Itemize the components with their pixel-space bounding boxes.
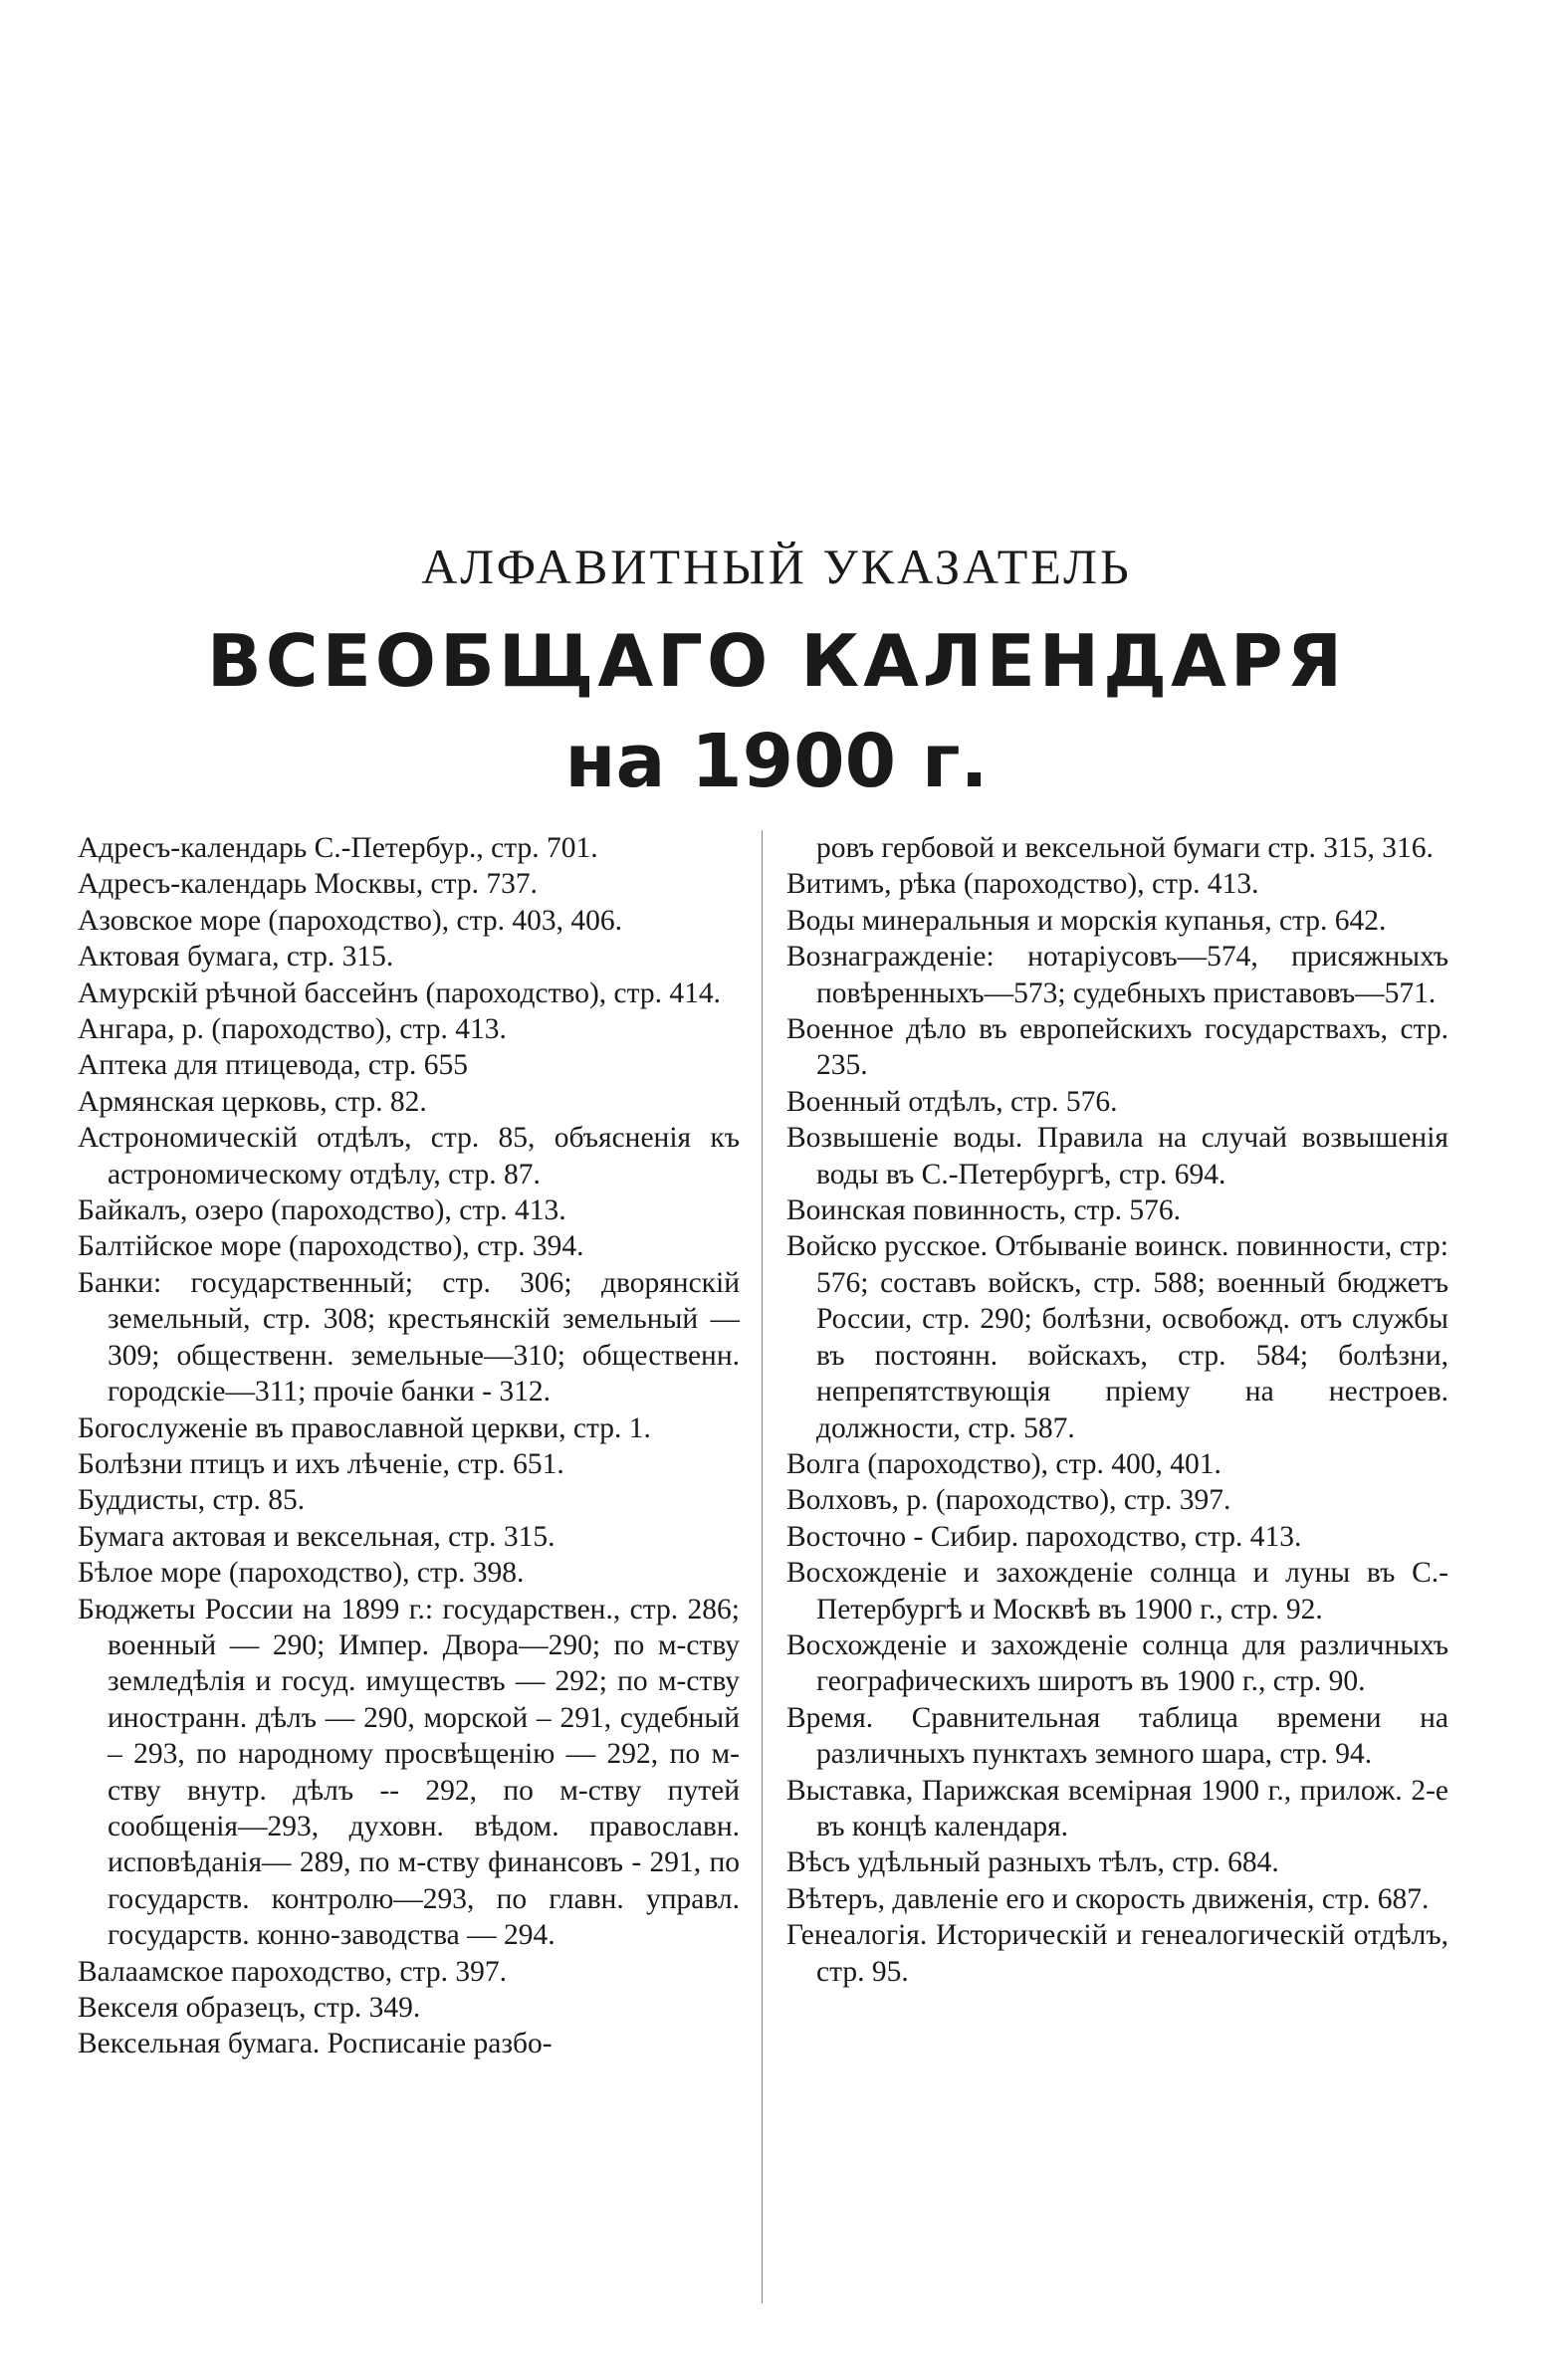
index-entry: Воинская повинность, стр. 576. (786, 1194, 1181, 1227)
title-line-2: ВСЕОБЩАГО КАЛЕНДАРЯ (206, 619, 1347, 703)
index-entry: Восхожденіе и захожденіе солнца для различныхъ географическихъ широтъ въ 1900 г., стр. 90. (786, 1628, 1448, 1698)
index-entry: Воды минеральныя и морскія купанья, стр. 642. (786, 904, 1387, 937)
index-entry: Армянская церковь, стр. 82. (78, 1085, 427, 1118)
index-entry: Вѣтеръ, давленіе его и скорость движенія, стр. 687. (786, 1882, 1430, 1915)
index-entry: Волга (пароходство), стр. 400, 401. (786, 1447, 1221, 1480)
index-entry: Бѣлое море (пароходство), стр. 398. (78, 1557, 525, 1590)
index-entry: Генеалогія. Историческій и генеалогическій отдѣлъ, стр. 95. (786, 1919, 1448, 1988)
left-column (78, 830, 740, 2062)
index-entry: Восхожденіе и захожденіе солнца и луны въ С.-Петербургѣ и Москвѣ въ 1900 г., стр. 92. (786, 1557, 1448, 1625)
index-entry: Ангара, р. (пароходство), стр. 413. (78, 1013, 507, 1046)
title-line-1: АЛФАВИТНЫЙ УКАЗАТЕЛЬ (421, 539, 1132, 594)
index-entry: Амурскій рѣчной бассейнъ (пароходство), стр. 414. (78, 976, 722, 1009)
index-entry: Адресъ-календарь Москвы, стр. 737. (78, 868, 538, 901)
index-entry: Балтійское море (пароходство), стр. 394. (78, 1230, 584, 1263)
index-entry: Аптека для птицевода, стр. 655 (78, 1049, 469, 1082)
index-entry: Военный отдѣлъ, стр. 576. (786, 1085, 1118, 1118)
index-entry: Буддисты, стр. 85. (78, 1484, 306, 1517)
index-entry: Выставка, Парижская всемірная 1900 г., прилож. 2-е въ концѣ календаря. (786, 1774, 1448, 1842)
index-entry: Болѣзни птицъ и ихъ лѣченіе, стр. 651. (78, 1447, 564, 1480)
column-divider (762, 830, 763, 2303)
index-entry: Астрономическій отдѣлъ, стр. 85, объясненія къ астрономическому отдѣлу, стр. 87. (78, 1122, 740, 1190)
index-entry: Волховъ, р. (пароходство), стр. 397. (786, 1484, 1231, 1517)
title-line-3: на 1900 г. (564, 719, 989, 804)
index-entry: Время. Сравнительная таблица времени на различныхъ пунктахъ земного шара, стр. 94. (786, 1701, 1448, 1771)
index-entry: Вознагражденіе: нотаріусовъ—574, присяжныхъ повѣренныхъ—573; судебныхъ приставовъ—571. (786, 941, 1448, 1009)
index-entry: Военное дѣло въ европейскихъ государствахъ, стр. 235. (786, 1013, 1448, 1082)
index-entry: Векселя образецъ, стр. 349. (78, 1992, 421, 2024)
index-entry: Бумага актовая и вексельная, стр. 315. (78, 1520, 555, 1553)
index-entry: Возвышеніе воды. Правила на случай возвышенія воды въ С.-Петербургѣ, стр. 694. (786, 1122, 1448, 1190)
index-entry: Вѣсъ удѣльный разныхъ тѣлъ, стр. 684. (786, 1846, 1279, 1879)
index-entry: Восточно - Сибир. пароходство, стр. 413. (786, 1520, 1302, 1553)
index-entry: Богослуженіе въ православной церкви, стр. 1. (78, 1411, 651, 1444)
index-entry: Бюджеты России на 1899 г.: государствен., стр. 286; военный — 290; Импер. Двора—290; по м-ству земледѣлія и госуд. имуществъ — 292; по м-ству иностранн. дѣлъ — 290, морской – 291, судебный – 293, по народному просвѣщенію — 292, по м-ству внутр. дѣлъ -- 292, по м-ству путей сообщенія—293, духовн. вѣдом. православн. исповѣданія— 289, по м-ству финансовъ - 291, по государств. контролю—293, по главн. управл. государств. конно-заводства — 294. (78, 1593, 740, 1952)
index-entry: Азовское море (пароходство), стр. 403, 406. (78, 904, 622, 937)
index-entry: Банки: государственный; стр. 306; дворянскій земельный, стр. 308; крестьянскій земельный — 309; общественн. земельные—310; общественн. городскіе—311; прочіе банки - 312. (78, 1266, 740, 1408)
index-entry: Валаамское пароходство, стр. 397. (78, 1955, 507, 1988)
index-entry: Актовая бумага, стр. 315. (78, 941, 394, 974)
index-entry: Войско русское. Отбываніе воинск. повинности, стр: 576; составъ войскъ, стр. 588; военный бюджетъ России, стр. 290; болѣзни, освобожд. отъ службы въ постоянн. войскахъ, стр. 584; болѣзни, непрепятствующія пріему на нестроев. должности, стр. 587. (786, 1230, 1448, 1444)
index-entry: Вексельная бумага. Росписаніе разбо- (78, 2028, 553, 2060)
index-entry: Витимъ, рѣка (пароходство), стр. 413. (786, 868, 1259, 901)
index-entry: Адресъ-календарь С.-Петербур., стр. 701. (78, 832, 598, 864)
index-entry: Байкалъ, озеро (пароходство), стр. 413. (78, 1194, 566, 1227)
index-entry-continuation: ровъ гербовой и вексельной бумаги стр. 315, 316. (816, 832, 1434, 864)
right-column (786, 830, 1448, 1990)
